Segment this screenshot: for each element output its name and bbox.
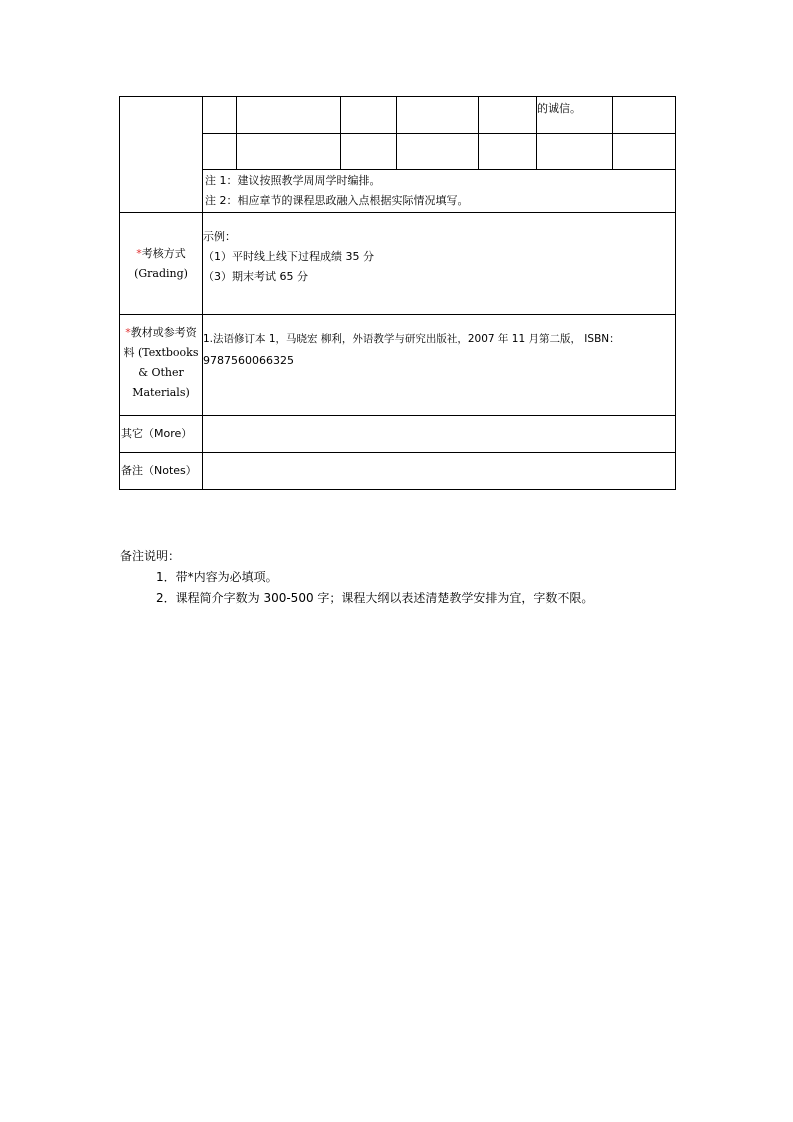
textbooks-content: 1.法语修订本 1，马晓宏 柳利，外语教学与研究出版社，2007 年 11 月第二版， ISBN： 9787560066325: [203, 315, 676, 416]
notes-row: [120, 453, 676, 490]
course-syllabus-table: [119, 96, 676, 490]
remarks-section: [120, 546, 593, 609]
remarks-item-2: 2．课程简介字数为 300-500 字；课程大纲以表述清楚教学安排为宜，字数不限。: [156, 591, 594, 605]
more-label: 其它（More）: [120, 416, 203, 453]
schedule-notes-row: [120, 170, 676, 213]
schedule-row-1: [120, 97, 676, 134]
schedule-note-2: 注 2：相应章节的课程思政融入点根据实际情况填写。: [205, 194, 469, 207]
schedule-note-1: 注 1：建议按照教学周周学时编排。: [205, 174, 381, 187]
schedule-label-cell: [120, 97, 203, 213]
grading-label: *考核方式 (Grading): [120, 213, 203, 315]
schedule-cell-text: 的诚信。: [537, 97, 613, 134]
remarks-item-1: 1．带*内容为必填项。: [156, 570, 278, 584]
more-value: [203, 416, 676, 453]
remarks-title: 备注说明：: [120, 549, 181, 563]
textbooks-label: *教材或参考资 料 (Textbooks & Other Materials): [120, 315, 203, 416]
textbooks-row: [120, 315, 676, 416]
notes-value: [203, 453, 676, 490]
more-row: [120, 416, 676, 453]
required-mark: *: [136, 246, 142, 260]
schedule-row-2: [120, 134, 676, 170]
required-mark: *: [125, 326, 131, 339]
notes-label: 备注（Notes）: [120, 453, 203, 490]
grading-row: [120, 213, 676, 315]
grading-content: 示例： （1）平时线上线下过程成绩 35 分 （3）期末考试 65 分: [203, 213, 676, 315]
